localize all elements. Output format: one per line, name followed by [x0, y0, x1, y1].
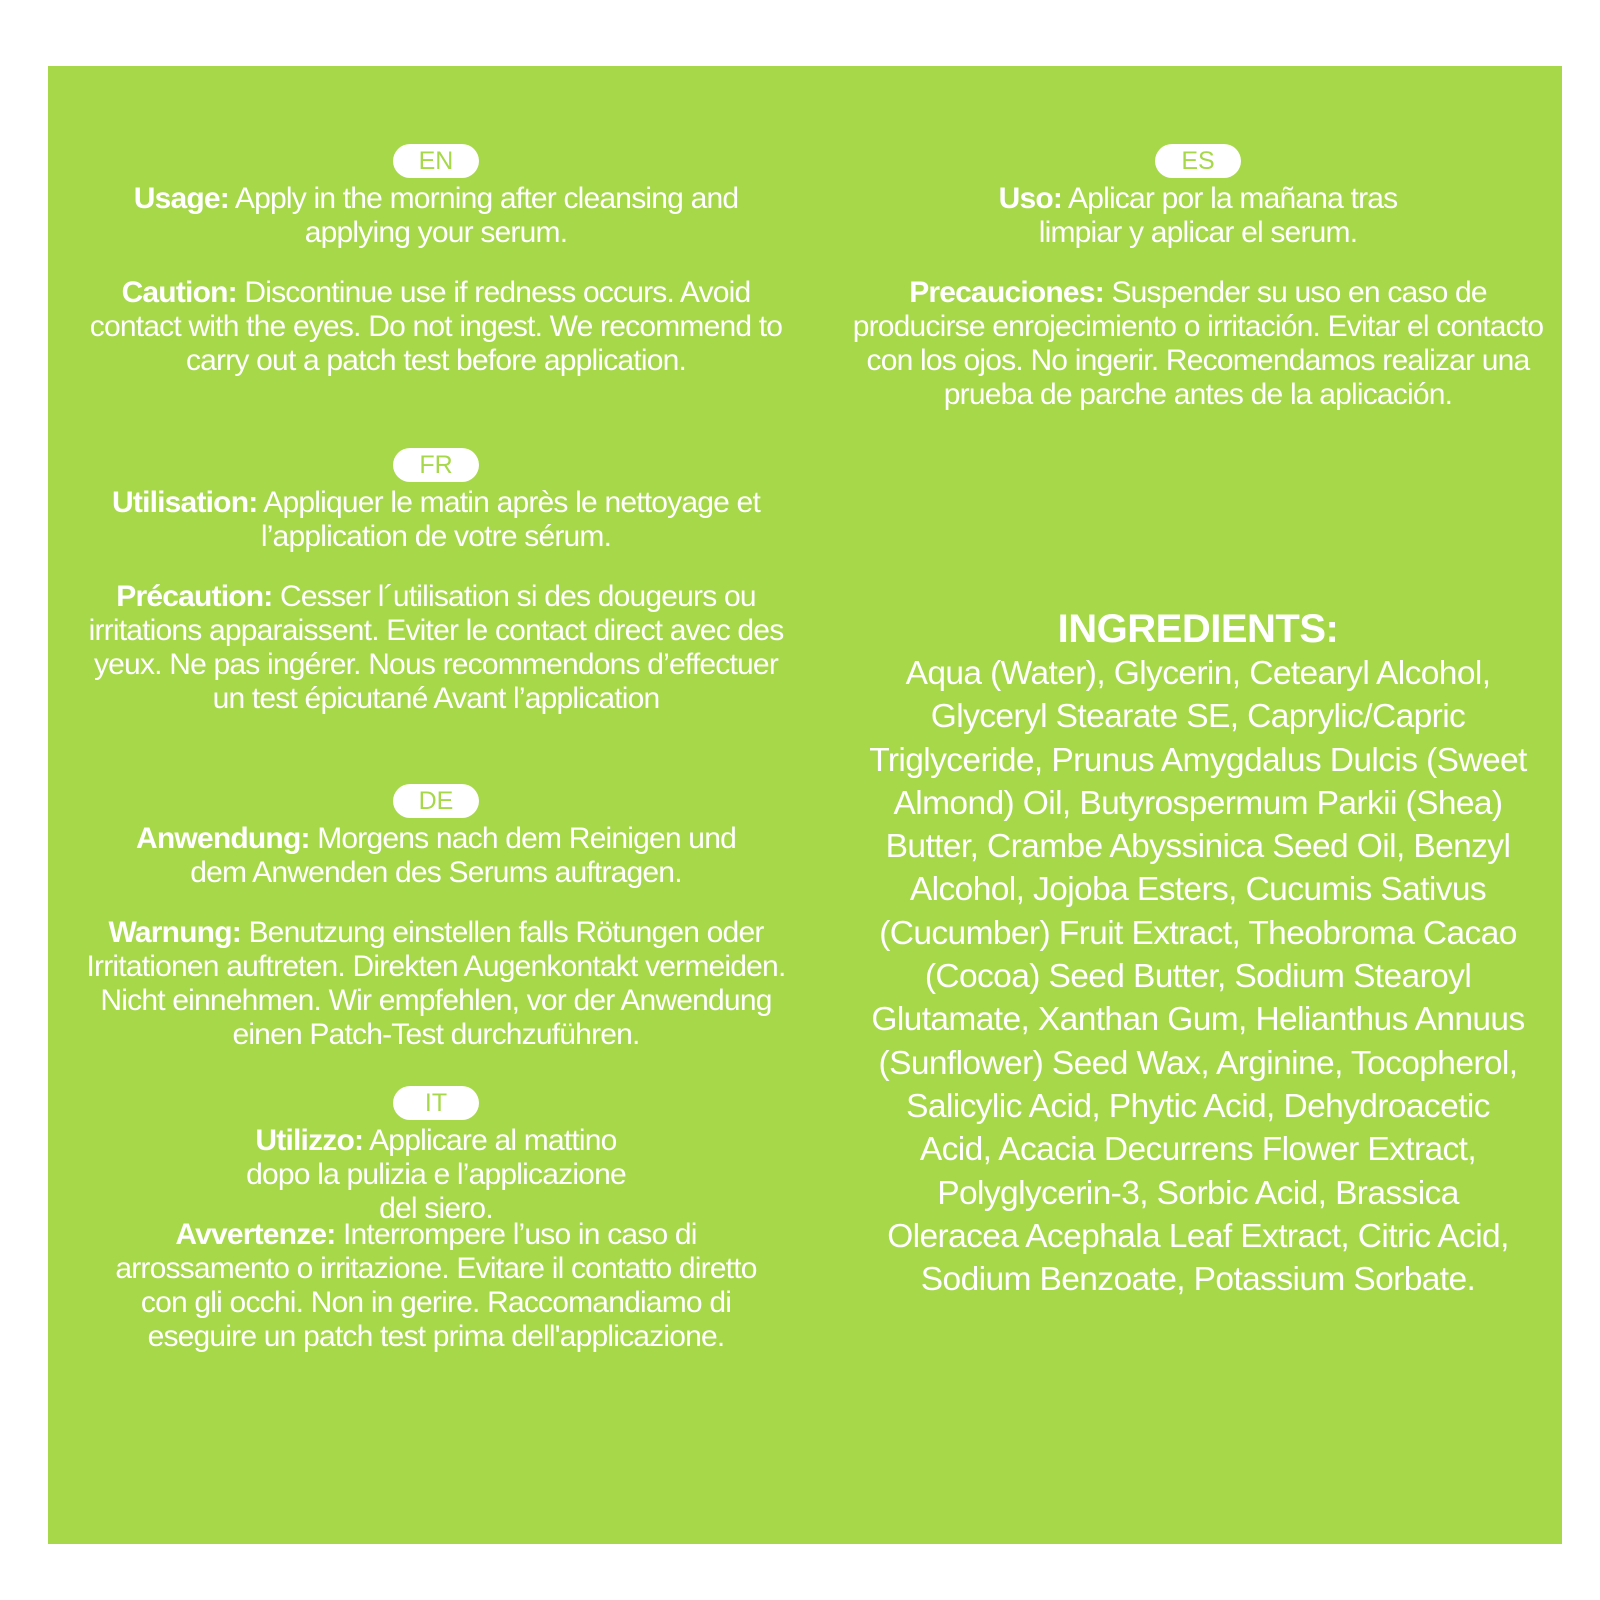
usage-label: Usage: — [133, 182, 229, 215]
de-section — [76, 784, 796, 818]
caution-label: Précaution: — [116, 580, 273, 613]
caution-label: Precauciones: — [909, 276, 1104, 309]
caution-text: Cesser l´utilisation si des dougeurs ou irritations apparaissent. Eviter le contact direct avec des yeux. Ne pas ingérer. Nous recommendons d’effectuer un test épicutané Avant l’application — [88, 580, 784, 715]
es-caution — [848, 276, 1548, 412]
caution-label: Warnung: — [108, 916, 241, 949]
usage-label: Utilizzo: — [255, 1124, 364, 1157]
usage-label: Utilisation: — [112, 486, 258, 519]
ingredients-block — [868, 606, 1528, 1301]
caution-label: Caution: — [121, 276, 237, 309]
ingredients-title: INGREDIENTS: — [1057, 607, 1339, 651]
label-panel — [48, 66, 1562, 1544]
lang-badge-fr: FR — [393, 448, 479, 482]
fr-section — [76, 448, 796, 482]
fr-caution — [76, 580, 796, 716]
lang-badge-es: ES — [1155, 144, 1241, 178]
caution-text: Benutzung einstellen falls Rötungen oder Irritationen auftreten. Direkten Augenkontakt vermeiden. Nicht einnehmen. Wir empfehlen, vor der Anwendung einen Patch-Test durchzuführen. — [86, 916, 786, 1051]
caution-label: Avvertenze: — [175, 1218, 336, 1251]
es-section — [848, 144, 1548, 178]
de-usage — [76, 822, 796, 890]
caution-text: Discontinue use if redness occurs. Avoid contact with the eyes. Do not ingest. We recommend to carry out a patch test before application. — [89, 276, 783, 377]
es-usage — [848, 182, 1548, 250]
usage-text: Apply in the morning after cleansing and applying your serum. — [234, 182, 739, 249]
usage-text: Morgens nach dem Reinigen und dem Anwenden des Serums auftragen. — [190, 822, 736, 889]
lang-badge-en: EN — [393, 144, 479, 178]
caution-text: Interrompere l’uso in caso di arrossamento o irritazione. Evitare il contatto diretto con gli occhi. Non in gerire. Raccomandiamo di eseguire un patch test prima dell'applicazione. — [115, 1218, 757, 1353]
lang-badge-it: IT — [393, 1086, 479, 1120]
fr-usage — [76, 486, 796, 554]
usage-text: Applicare al mattino dopo la pulizia e l’applicazione del siero. — [246, 1124, 626, 1225]
usage-label: Uso: — [998, 182, 1063, 215]
ingredients-list: Aqua (Water), Glycerin, Cetearyl Alcohol, Glyceryl Stearate SE, Caprylic/Capric Triglyceride, Prunus Amygdalus Dulcis (Sweet Almond) Oil, Butyrospermum Parkii (Shea) Butter, Crambe Abyssinica Seed Oil, Benzyl Alcohol, Jojoba Esters, Cucumis Sativus (Cucumber) Fruit Extract, Theobroma Cacao (Cocoa) Seed Butter, Sodium Stearoyl Glutamate, Xanthan Gum, Helianthus Annuus (Sunflower) Seed Wax, Arginine, Tocopherol, Salicylic Acid, Phytic Acid, Dehydroacetic Acid, Acacia Decurrens Flower Extract, Polyglycerin-3, Sorbic Acid, Brassica Oleracea Acephala Leaf Extract, Citric Acid, Sodium Benzoate, Potassium Sorbate. — [869, 655, 1527, 1299]
usage-text: Appliquer le matin après le nettoyage et l’application de votre sérum. — [260, 486, 760, 553]
lang-badge-de: DE — [393, 784, 479, 818]
it-usage — [76, 1124, 796, 1226]
it-caution — [76, 1218, 796, 1354]
en-section — [76, 144, 796, 178]
en-usage — [76, 182, 796, 250]
en-caution — [76, 276, 796, 378]
usage-text: Aplicar por la mañana tras limpiar y aplicar el serum. — [1038, 182, 1398, 249]
de-caution — [76, 916, 796, 1052]
usage-label: Anwendung: — [136, 822, 310, 855]
it-section — [76, 1086, 796, 1120]
caution-text: Suspender su uso en caso de producirse enrojecimiento o irritación. Evitar el contacto con los ojos. No ingerir. Recomendamos realizar una prueba de parche antes de la aplicación. — [852, 276, 1544, 411]
